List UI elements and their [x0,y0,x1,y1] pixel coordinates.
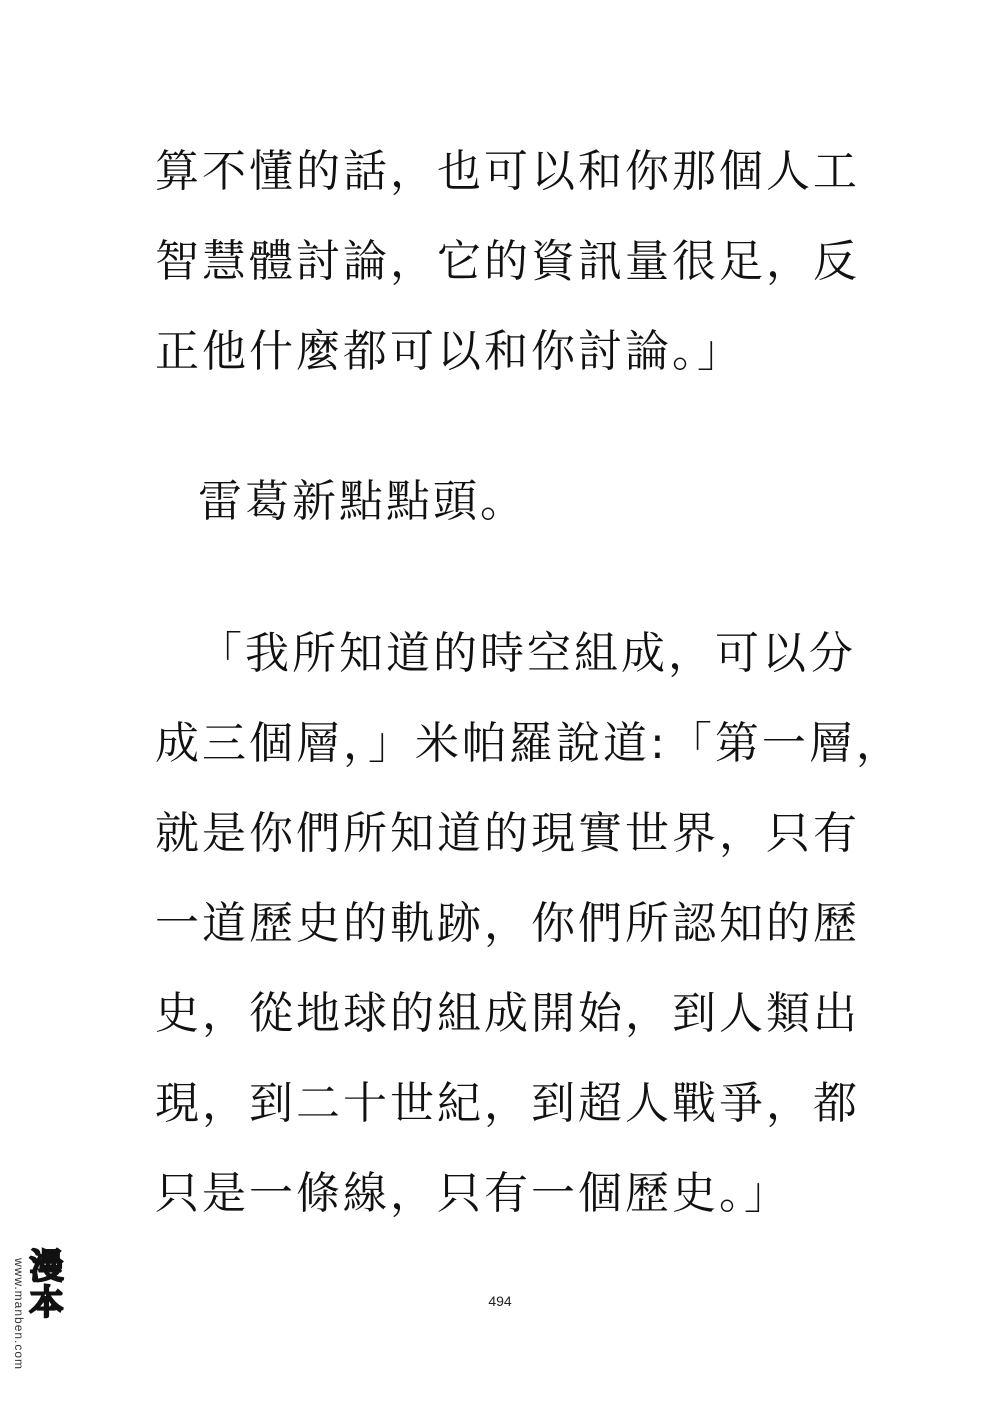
text-line: 算不懂的話，也可以和你那個人工 [155,146,860,197]
text-line: 雷葛新點點頭。 [198,476,527,527]
text-line: 「我所知道的時空組成，可以分 [198,628,856,679]
watermark-url: www.manben.com [12,1258,26,1371]
text-line: 正他什麼都可以和你討論。」 [155,326,744,377]
text-line: 現，到二十世紀，到超人戰爭，都 [155,1078,860,1129]
watermark-logo: 漫本 [23,1248,63,1320]
text-line: 就是你們所知道的現實世界，只有 [155,808,860,859]
text-line: 智慧體討論，它的資訊量很足，反 [155,236,860,287]
text-line: 一道歷史的軌跡，你們所認知的歷 [155,898,860,949]
text-line: 史，從地球的組成開始，到人類出 [155,988,860,1039]
text-line: 成三個層，」米帕羅說道:「第一層， [155,718,903,769]
page-number: 494 [488,1293,512,1309]
text-line: 只是一條線，只有一個歷史。」 [155,1168,791,1219]
